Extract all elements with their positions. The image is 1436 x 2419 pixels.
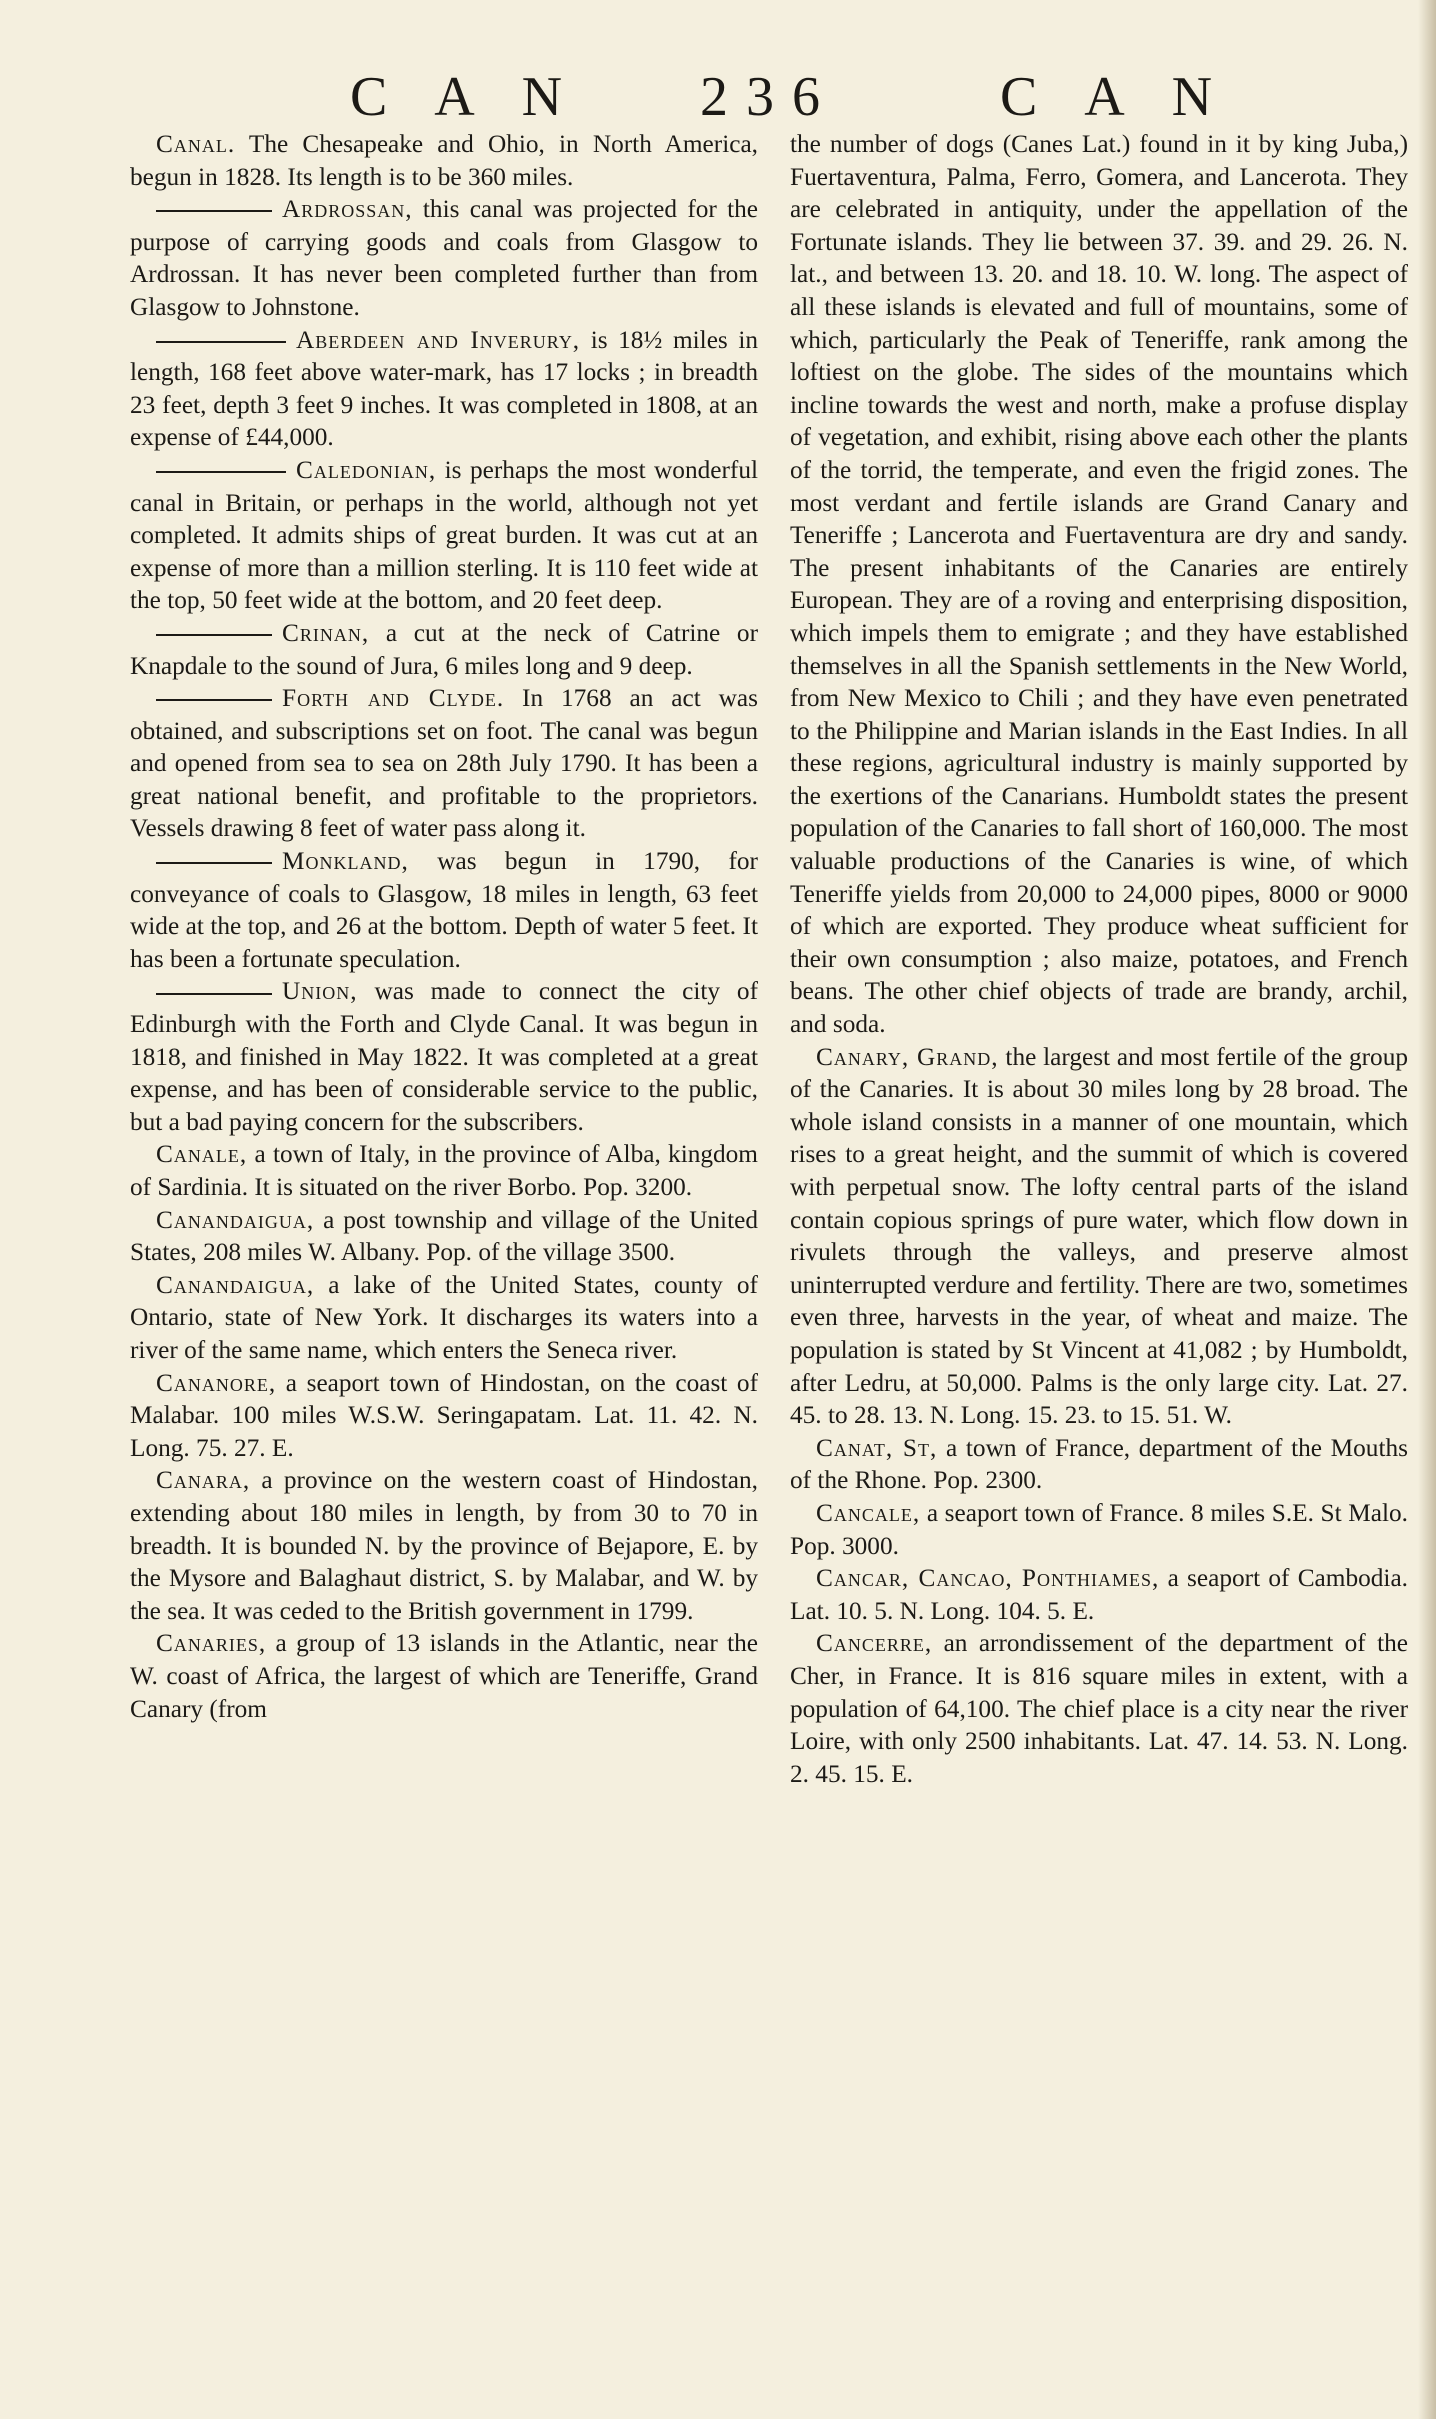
dictionary-entry: [130, 682, 758, 845]
entry-text: a post township and village of the United States, 208 miles W. Albany. Pop. of the village 3500.: [130, 1205, 758, 1267]
ditto-dash: [156, 471, 286, 473]
entry-headword: Ardrossan,: [282, 195, 413, 224]
dictionary-entry: [130, 1464, 758, 1627]
entry-text: a province on the western coast of Hindostan, extending about 180 miles in length, by from 30 to 70 in breadth. It is bounded N. by the province of Bejapore, E. by the Mysore and Balaghaut district, S. by Malabar, and W. by the sea. It was ceded to the British government in 1799.: [130, 1466, 758, 1625]
entry-text: is perhaps the most wonderful canal in Britain, or perhaps in the world, although not yet completed. It admits ships of great burden. It was cut at an expense of more than a million sterling. It is 110 feet wide at the top, 50 feet wide at the bottom, and 20 feet deep.: [130, 455, 758, 615]
entry-text: this canal was projected for the purpose of carrying goods and coals from Glasgow to Ardrossan. It has never been completed further than from Glasgow to Johnstone.: [130, 195, 758, 321]
dictionary-entry: [130, 454, 758, 617]
dictionary-entry: [790, 1627, 1408, 1790]
entry-text: a lake of the United States, county of Ontario, state of New York. It discharges its waters into a river of the same name, which enters the Seneca river.: [130, 1270, 758, 1364]
entry-text: a seaport town of Hindostan, on the coast of Malabar. 100 miles W.S.W. Seringapatam. Lat. 11. 42. N. Long. 75. 27. E.: [130, 1368, 758, 1462]
running-header: [0, 62, 1436, 132]
dictionary-entry: [790, 1497, 1408, 1562]
entry-text: In 1768 an act was obtained, and subscriptions set on foot. The canal was begun and opened from sea to sea on 28th July 1790. It has been a great national benefit, and profitable to the proprietors. Vessels drawing 8 feet of water pass along it.: [130, 684, 758, 843]
ditto-dash: [156, 210, 272, 212]
right-column: [790, 128, 1408, 2408]
entry-headword: Monkland,: [282, 847, 409, 876]
dictionary-entry: [130, 128, 758, 193]
entry-headword: Caledonian,: [296, 455, 437, 484]
dictionary-entry: [130, 975, 758, 1138]
entry-headword: Canandaigua,: [156, 1270, 315, 1299]
entry-headword: Canal.: [156, 130, 236, 158]
dictionary-entry: [130, 1627, 758, 1725]
entry-headword: Canale,: [156, 1140, 248, 1169]
entry-headword: Cananore,: [156, 1368, 277, 1397]
page-edge-shadow: [1418, 0, 1436, 2419]
ditto-dash: [156, 699, 272, 701]
ditto-dash: [156, 862, 272, 864]
entry-text: the largest and most fertile of the group of the Canaries. It is about 30 miles long by 28 broad. The whole island consists in a manner of one mountain, which rises to a great height, and the summit of which is covered with perpetual snow. The lofty central parts of the island contain copious springs of pure water, which flow down in rivulets through the valleys, and preserve almost uninterrupted verdure and fertility. There are two, sometimes even three, harvests in the year, of wheat and maize. The population is stated by St Vincent at 41,082 ; by Humboldt, after Ledru, at 50,000. Palms is the only large city. Lat. 27. 45. to 28. 13. N. Long. 15. 23. to 15. 51. W.: [790, 1042, 1408, 1430]
entry-headword: Cancale,: [816, 1498, 921, 1527]
dictionary-entry: [790, 1432, 1408, 1497]
dictionary-entry: [130, 1138, 758, 1203]
entry-headword: Canary, Grand,: [816, 1042, 999, 1071]
dictionary-entry: [790, 1562, 1408, 1627]
dictionary-entry: [130, 1269, 758, 1367]
entry-text: a seaport town of France. 8 miles S.E. St Malo. Pop. 3000.: [790, 1498, 1408, 1560]
dictionary-entry: [130, 324, 758, 454]
ditto-dash: [156, 341, 286, 343]
ditto-dash: [156, 993, 272, 995]
entry-headword: Union,: [282, 977, 358, 1006]
entry-text: was made to connect the city of Edinburgh with the Forth and Clyde Canal. It was begun in 1818, and finished in May 1822. It was completed at a great expense, and has been of considerable service to the public, but a bad paying concern for the subscribers.: [130, 977, 758, 1136]
entry-text: a town of Italy, in the province of Alba, kingdom of Sardinia. It is situated on the river Borbo. Pop. 3200.: [130, 1140, 758, 1201]
header-right-guide-word: C A N: [1000, 66, 1231, 128]
entry-text: was begun in 1790, for conveyance of coals to Glasgow, 18 miles in length, 63 feet wide at the top, and 26 at the bottom. Depth of water 5 feet. It has been a fortunate speculation.: [130, 847, 758, 973]
entry-text: a cut at the neck of Catrine or Knapdale to the sound of Jura, 6 miles long and 9 deep.: [130, 618, 758, 680]
left-column: [130, 128, 758, 2408]
entry-text: the number of dogs (Canes Lat.) found in it by king Juba,) Fuertaventura, Palma, Ferro, Gomera, and Lancerota. They are celebrated in antiquity, under the appellation of the Fortunate islands. They lie between 37. 39. and 29. 26. N. lat., and between 13. 20. and 18. 10. W. long. The aspect of all these islands is elevated and full of mountains, some of which, particularly the Peak of Teneriffe, rank among the loftiest on the globe. The sides of the mountains which incline towards the west and north, make a profuse display of vegetation, and exhibit, rising above each other the plants of the torrid, the temperate, and even the frigid zones. The most verdant and fertile islands are Grand Canary and Teneriffe ; Lancerota and Fuertaventura are dry and sandy. The present inhabitants of the Canaries are entirely European. They are of a roving and enterprising disposition, which impels them to emigrate ; and they have established themselves in all the Spanish settlements in the New World, from New Mexico to Chili ; and they have even penetrated to the Philippine and Marian islands in the East Indies. In all these regions, agricultural industry is mainly supported by the exertions of the Canarians. Humboldt states the present population of the Canaries to fall short of 160,000. The most valuable productions of the Canaries is wine, of which Teneriffe yields from 20,000 to 24,000 pipes, 8000 or 9000 of which are exported. They produce wheat sufficient for their own consumption ; also maize, potatoes, and French beans. The other chief objects of trade are brandy, archil, and soda.: [790, 130, 1408, 1039]
entry-text: a town of France, department of the Mouths of the Rhone. Pop. 2300.: [790, 1433, 1408, 1495]
page-number: 236: [700, 66, 838, 128]
entry-text: a seaport of Cambodia. Lat. 10. 5. N. Long. 104. 5. E.: [790, 1564, 1408, 1625]
entry-headword: Canandaigua,: [156, 1205, 315, 1234]
entry-headword: Canat, St,: [816, 1433, 938, 1462]
entry-headword: Crinan,: [282, 618, 370, 647]
entry-text: a group of 13 islands in the Atlantic, near the W. coast of Africa, the largest of which are Teneriffe, Grand Canary (from: [130, 1629, 758, 1723]
dictionary-entry: [130, 1204, 758, 1269]
dictionary-entry: [130, 845, 758, 975]
entry-headword: Aberdeen and Inverury,: [296, 325, 581, 354]
dictionary-entry: [790, 128, 1408, 1041]
dictionary-entry: [790, 1041, 1408, 1432]
dictionary-entry: [130, 1367, 758, 1465]
dictionary-entry: [130, 193, 758, 323]
entry-headword: Cancar, Cancao, Ponthiames,: [816, 1564, 1160, 1593]
entry-headword: Cancerre,: [816, 1629, 933, 1658]
entry-text: is 18½ miles in length, 168 feet above water-mark, has 17 locks ; in breadth 23 feet, depth 3 feet 9 inches. It was completed in 1808, at an expense of £44,000.: [130, 325, 758, 452]
entry-headword: Canara,: [156, 1466, 251, 1495]
entry-text: The Chesapeake and Ohio, in North America, begun in 1828. Its length is to be 360 miles.: [130, 130, 758, 191]
entry-headword: Forth and Clyde.: [282, 684, 505, 713]
entry-headword: Canaries,: [156, 1629, 267, 1658]
header-left-guide-word: C A N: [350, 66, 581, 128]
ditto-dash: [156, 634, 272, 636]
entry-text: an arrondissement of the department of the Cher, in France. It is 816 square miles in extent, with a population of 64,100. The chief place is a city near the river Loire, with only 2500 inhabitants. Lat. 47. 14. 53. N. Long. 2. 45. 15. E.: [790, 1629, 1408, 1788]
dictionary-entry: [130, 617, 758, 682]
